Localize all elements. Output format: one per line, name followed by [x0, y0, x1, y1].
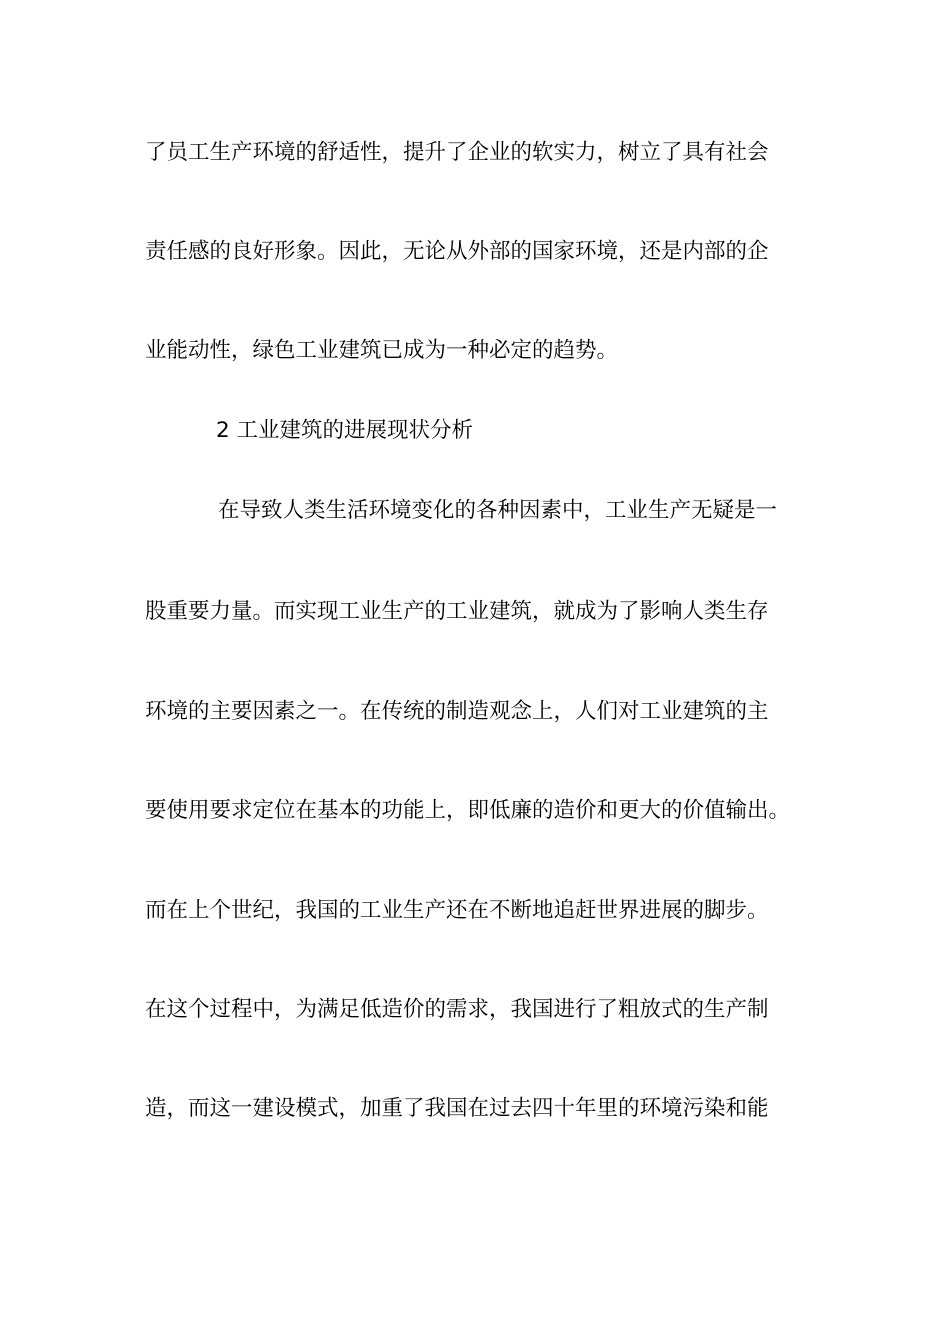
paragraph-line: 造，而这一建设模式，加重了我国在过去四十年里的环境污染和能: [145, 1096, 769, 1121]
paragraph-line: 股重要力量。而实现工业生产的工业建筑，就成为了影响人类生存: [145, 599, 769, 624]
paragraph-line: 而在上个世纪，我国的工业生产还在不断地追赶世界进展的脚步。: [145, 898, 769, 923]
paragraph-line: 环境的主要因素之一。在传统的制造观念上，人们对工业建筑的主: [145, 699, 769, 724]
paragraph-line: 要使用要求定位在基本的功能上，即低廉的造价和更大的价值输出。: [145, 798, 791, 823]
section-heading: 2 工业建筑的进展现状分析: [216, 418, 474, 443]
paragraph-line: 在这个过程中，为满足低造价的需求，我国进行了粗放式的生产制: [145, 997, 769, 1022]
paragraph-line: 了员工生产环境的舒适性，提升了企业的软实力，树立了具有社会: [145, 140, 769, 165]
paragraph-line: 在导致人类生活环境变化的各种因素中，工业生产无疑是一: [218, 498, 778, 523]
paragraph-line: 业能动性，绿色工业建筑已成为一种必定的趋势。: [145, 338, 619, 363]
paragraph-line: 责任感的良好形象。因此，无论从外部的国家环境，还是内部的企: [145, 239, 769, 264]
